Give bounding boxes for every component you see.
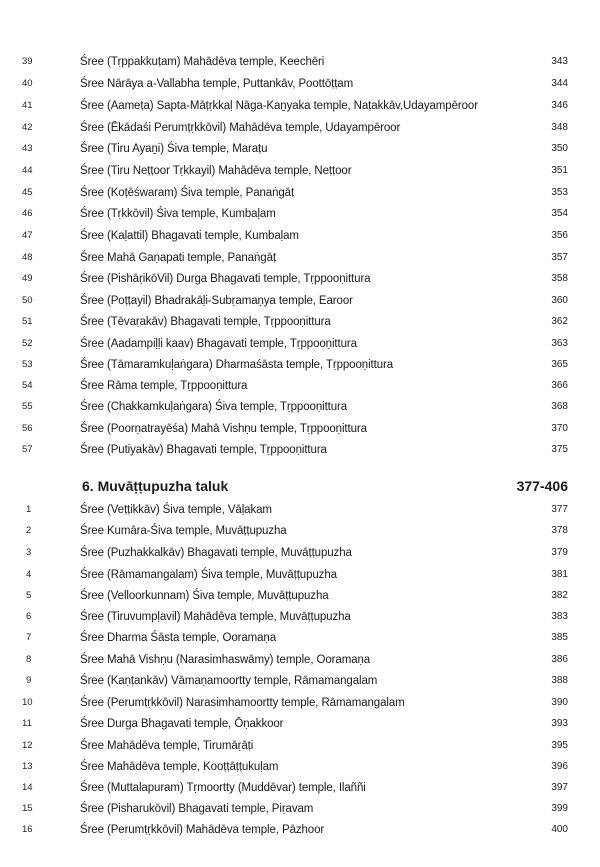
index-entry — [0, 118, 600, 138]
index-entry — [0, 521, 600, 541]
index-entry — [0, 96, 600, 116]
index-entry — [0, 74, 600, 94]
entry-page: 395 — [551, 740, 568, 751]
entry-page: 370 — [551, 423, 568, 434]
entry-page: 379 — [551, 547, 568, 558]
entry-page: 397 — [551, 782, 568, 793]
entry-page: 344 — [551, 78, 568, 89]
entry-title: Śree Mahā Vishṇu (Narasimhaswāmy) temple, Ooramaṇa — [80, 654, 371, 666]
entry-page: 378 — [551, 525, 568, 536]
entry-page: 363 — [551, 338, 568, 349]
index-entry — [0, 693, 600, 713]
entry-page: 353 — [551, 187, 568, 198]
index-entry — [0, 139, 600, 159]
index-entry — [0, 226, 600, 246]
entry-page: 362 — [551, 316, 568, 327]
entry-number: 42 — [22, 122, 33, 133]
entry-title: Śree Kumāra-Śiva temple, Muvāṭṭupuzha — [80, 525, 287, 537]
entry-title: Śree (Putiyakāv) Bhagavati temple, Tṛppooṇittura — [80, 444, 327, 456]
index-entry — [0, 440, 600, 460]
entry-number: 6 — [26, 611, 32, 622]
entry-title: Śree (Muttalapuram) Tṛmoortty (Muddēvar) temple, Ilaññi — [80, 782, 366, 794]
entry-title: Śree Mahādēva temple, Kooṭṭāṭṭukuḷam — [80, 761, 279, 773]
entry-title: Śree (Tāmaramkuḷaṅgara) Dharmaśāsta temple, Tṛppooṇittura — [80, 359, 394, 371]
entry-page: 368 — [551, 401, 568, 412]
entry-title: Śree (Tṛkkōvil) Śiva temple, Kumbaḷam — [80, 208, 276, 220]
entry-page: 383 — [551, 611, 568, 622]
section-title: 6. Muvāṭṭupuzha taluk — [82, 478, 229, 494]
entry-title: Śree (Tiru Ayaṉi) Śiva temple, Maraṭu — [80, 143, 268, 155]
index-entry — [0, 291, 600, 311]
entry-title: Śree Mahādēva temple, Tirumāṛāṭi — [80, 740, 254, 752]
index-entry — [0, 419, 600, 439]
entry-page: 343 — [551, 56, 568, 67]
entry-title: Śree (Poorṇatrayēśa) Mahā Vishṇu temple, Tṛppooṇittura — [80, 423, 367, 435]
index-entry — [0, 565, 600, 585]
entry-number: 46 — [22, 208, 33, 219]
index-entry — [0, 334, 600, 354]
section-page-range: 377-406 — [516, 478, 568, 494]
entry-page: 365 — [551, 359, 568, 370]
entry-title: Śree (Rāmamangalam) Śiva temple, Muvāṭṭupuzha — [80, 569, 337, 581]
entry-number: 4 — [26, 569, 32, 580]
entry-title: Śree (Perumṭṛkkōvil) Narasimhamoortty temple, Rāmamangalam — [80, 697, 405, 709]
entry-number: 47 — [22, 230, 33, 241]
entry-number: 9 — [26, 675, 32, 686]
entry-title: Śree (Poṭṭayil) Bhadrakāḷi-Subṛamaṇya temple, Earoor — [80, 295, 353, 307]
entry-title: Śree (Koṭēśwaram) Śiva temple, Panaṅgāṭ — [80, 187, 295, 199]
entry-number: 56 — [22, 423, 33, 434]
entry-number: 51 — [22, 316, 33, 327]
index-entry — [0, 52, 600, 72]
entry-title: Śree (Puzhakkalkāv) Bhagavati temple, Muvāṭṭupuzha — [80, 547, 352, 559]
index-entry — [0, 161, 600, 181]
entry-title: Śree (Tiruvumpḷavil) Mahādēva temple, Muvāṭṭupuzha — [80, 611, 351, 623]
entry-title: Śree (Veṭṭikkāv) Śiva temple, Vāḷakam — [80, 504, 272, 516]
entry-number: 8 — [26, 654, 32, 665]
entry-number: 53 — [22, 359, 33, 370]
index-entry — [0, 500, 600, 520]
entry-number: 52 — [22, 338, 33, 349]
entry-title: Śree (PishāṛikōVil) Durga Bhagavati temple, Tṛppooṇittura — [80, 273, 371, 285]
entry-number: 40 — [22, 78, 33, 89]
index-entry — [0, 820, 600, 840]
entry-page: 350 — [551, 143, 568, 154]
entry-title: Śree Dharma Śāsta temple, Ooramaṇa — [80, 632, 277, 644]
entry-page: 399 — [551, 803, 568, 814]
entry-number: 57 — [22, 444, 33, 455]
entry-number: 49 — [22, 273, 33, 284]
index-entry — [0, 543, 600, 563]
entry-title: Śree (Perumṭṛkkōvil) Mahādēva temple, Pāzhoor — [80, 824, 325, 836]
entry-number: 2 — [26, 525, 32, 536]
index-entry — [0, 355, 600, 375]
entry-number: 43 — [22, 143, 33, 154]
entry-title: Śree (Tṛppakkuṭam) Mahādēva temple, Keechēri — [80, 56, 325, 68]
entry-title: Śree (Kaḷattil) Bhagavati temple, Kumbaḷam — [80, 230, 299, 242]
entry-title: Śree (Tiru Neṭṭoor Tṛkkayil) Mahādēva temple, Neṭṭoor — [80, 165, 352, 177]
entry-number: 1 — [26, 504, 32, 515]
entry-title: Śree (Ēkādaśi Perumṭṛkkōvil) Mahādēva temple, Udayampēroor — [80, 122, 401, 134]
index-entry — [0, 376, 600, 396]
entry-page: 390 — [551, 697, 568, 708]
entry-number: 11 — [22, 718, 32, 729]
entry-title: Śree (Aameṭa) Sapta-Māṭṛkkaḷ Nāga-Kaṉyaka temple, Naṭakkāv,Udayampēroor — [80, 100, 478, 112]
entry-page: 382 — [551, 590, 568, 601]
entry-page: 396 — [551, 761, 568, 772]
index-entry — [0, 607, 600, 627]
entry-number: 55 — [22, 401, 33, 412]
entry-page: 375 — [551, 444, 568, 455]
entry-title: Śree (Aadampiḷḷi kaav) Bhagavati temple, Tṛppooṇittura — [80, 338, 357, 350]
entry-page: 351 — [551, 165, 568, 176]
entry-title: Śree Mahā Gaṇapati temple, Panaṅgāṭ — [80, 252, 276, 264]
entry-number: 44 — [22, 165, 33, 176]
entry-page: 354 — [551, 208, 568, 219]
entry-title: Śree Rāma temple, Tṛppooṇittura — [80, 380, 248, 392]
entry-number: 14 — [22, 782, 33, 793]
entry-title: Śree (Velloorkunnam) Śiva temple, Muvāṭṭupuzha — [80, 590, 329, 602]
entry-number: 7 — [26, 632, 32, 643]
entry-number: 41 — [22, 100, 33, 111]
index-entry — [0, 269, 600, 289]
entry-page: 388 — [551, 675, 568, 686]
index-entry — [0, 799, 600, 819]
entry-number: 45 — [22, 187, 33, 198]
entry-title: Śree Nārāya a-Vallabha temple, Puttankāv, Poottōṭṭam — [80, 78, 354, 90]
entry-number: 15 — [22, 803, 33, 814]
entry-number: 54 — [22, 380, 33, 391]
entry-page: 400 — [551, 824, 568, 835]
entry-title: Śree (Pisharukōvil) Bhagavati temple, Piṛavam — [80, 803, 314, 815]
entry-page: 386 — [551, 654, 568, 665]
index-entry — [0, 248, 600, 268]
entry-number: 10 — [22, 697, 33, 708]
index-entry — [0, 736, 600, 756]
index-entry — [0, 714, 600, 734]
entry-number: 48 — [22, 252, 33, 263]
entry-page: 366 — [551, 380, 568, 391]
index-entry — [0, 650, 600, 670]
entry-page: 357 — [551, 252, 568, 263]
entry-title: Śree (Tēvaṛakāv) Bhagavati temple, Tṛppooṇittura — [80, 316, 331, 328]
entry-page: 356 — [551, 230, 568, 241]
entry-page: 358 — [551, 273, 568, 284]
entry-title: Śree (Chakkamkuḷaṅgara) Śiva temple, Tṛppooṇittura — [80, 401, 348, 413]
entry-number: 39 — [22, 56, 33, 67]
entry-page: 385 — [551, 632, 568, 643]
section-heading — [0, 474, 600, 498]
entry-number: 50 — [22, 295, 33, 306]
entry-page: 348 — [551, 122, 568, 133]
entry-page: 381 — [551, 569, 568, 580]
entry-page: 393 — [551, 718, 568, 729]
index-entry — [0, 183, 600, 203]
index-entry — [0, 757, 600, 777]
index-entry — [0, 778, 600, 798]
entry-number: 12 — [22, 740, 33, 751]
entry-title: Śree (Kaṇṭankāv) Vāmaṇamoortty temple, Rāmamangalam — [80, 675, 378, 687]
entry-number: 5 — [26, 590, 32, 601]
index-entry — [0, 628, 600, 648]
entry-number: 3 — [26, 547, 32, 558]
entry-page: 360 — [551, 295, 568, 306]
entry-page: 377 — [551, 504, 568, 515]
index-entry — [0, 312, 600, 332]
entry-page: 346 — [551, 100, 568, 111]
entry-number: 13 — [22, 761, 33, 772]
index-entry — [0, 586, 600, 606]
index-entry — [0, 204, 600, 224]
index-entry — [0, 397, 600, 417]
entry-number: 16 — [22, 824, 33, 835]
entry-title: Śree Durga Bhagavati temple, Ōṇakkoor — [80, 718, 284, 730]
index-entry — [0, 671, 600, 691]
